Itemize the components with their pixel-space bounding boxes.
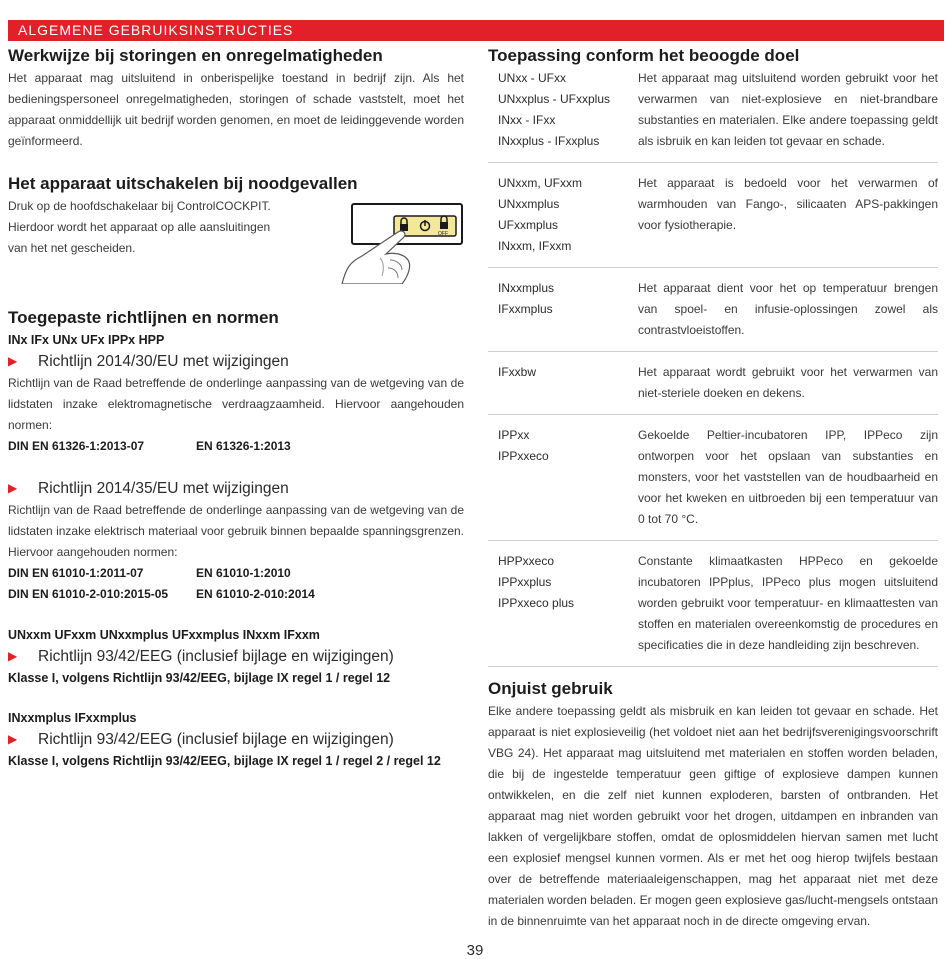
page-number: 39 <box>466 942 484 959</box>
emergency-section <box>8 172 464 296</box>
triangle-bullet-icon: ▶ <box>8 481 18 495</box>
directive-2014-35 <box>8 477 464 500</box>
main-switch-illustration <box>294 202 464 284</box>
purpose-description: Constante klimaatkasten HPPeco en gekoelde incubatoren IPPplus, IPPeco plus mogen uitsluitend worden gebruikt voor temperatuur- en klimaattesten van stoffen en materialen overeenkomstig de procedures en specificaties die in deze handleiding zijn beschreven. <box>638 554 938 652</box>
purpose-section <box>488 44 938 667</box>
directive-heading: Richtlijn 2014/30/EU met wijzigingen <box>38 353 289 370</box>
purpose-description: Het apparaat wordt gebruikt voor het verwarmen van niet-steriele doeken en dekens. <box>638 365 938 400</box>
model-list: INxxmplus IFxxmplus <box>498 281 555 316</box>
triangle-bullet-icon: ▶ <box>8 354 18 368</box>
directive-93-42 <box>8 728 464 751</box>
klasse-text: Klasse I, volgens Richtlijn 93/42/EEG, bijlage IX regel 1 / regel 2 / regel 12 <box>8 754 441 768</box>
norm-row: DIN EN 61010-2-010:2015-05 EN 61010-2-010:2014 <box>8 587 315 601</box>
switch-off-label: OFF <box>438 231 448 237</box>
purpose-row <box>488 68 938 163</box>
purpose-row <box>488 173 938 268</box>
model-list: UNxx - UFxx UNxxplus - UFxxplus INxx - IFxx INxxplus - IFxxplus <box>498 71 611 148</box>
emergency-title: Het apparaat uitschakelen bij noodgevallen <box>8 174 358 193</box>
model-list: IPPxx IPPxxeco <box>498 428 549 463</box>
right-column <box>488 44 938 932</box>
mdd-models: UNxxm UFxxm UNxxmplus UFxxmplus INxxm IFxxm <box>8 628 320 642</box>
triangle-bullet-icon: ▶ <box>8 649 18 663</box>
misuse-text: Elke andere toepassing geldt als misbruik en kan leiden tot gevaar en schade. Het apparaat is niet explosieveilig (het voldoet niet aan het bedrijfsverenigingsvoorschrift VBG 24). Het apparaat mag uitsluitend met materialen en stoffen worden beladen, die bij de ingestelde temperatuur geen giftige of explosieve dampen kunnen ontwikkelen, en die zelf niet kunnen exploderen, barsten of ontbranden. Het apparaat mag niet worden gebruikt voor het drogen, uitdampen en inbranden van lakken of vergelijkbare stoffen, omdat de oplosmiddelen hiervan samen met lucht een explosief mengsel kunnen vormen. Als er met het oog hierop twijfels bestaan over de betreffende materiaaleigenschappen, mag het apparaat niet met deze materialen worden beladen. Er mogen geen explosieve gas/lucht-mengsels ontstaan in de binnenruimte van het apparaat noch in de directe omgeving ervan. <box>488 704 938 928</box>
norm-row: DIN EN 61326-1:2013-07 EN 61326-1:2013 <box>8 439 291 453</box>
directive-heading: Richtlijn 2014/35/EU met wijzigingen <box>38 480 289 497</box>
norms-title: Toegepaste richtlijnen en normen <box>8 308 279 327</box>
purpose-description: Het apparaat is bedoeld voor het verwarmen of warmhouden van Fango-, silicaaten APS-pakkingen voor fysiotherapie. <box>638 176 938 232</box>
purpose-title: Toepassing conform het beoogde doel <box>488 46 800 65</box>
purpose-row <box>488 278 938 352</box>
misuse-title: Onjuist gebruik <box>488 679 613 698</box>
purpose-description: Het apparaat mag uitsluitend worden gebruikt voor het verwarmen van niet-explosieve en niet-brandbare substanties en materialen. Elke andere toepassing geldt als isbruik en kan leiden tot gevaar en schade. <box>638 71 938 148</box>
emergency-text: Druk op de hoofdschakelaar bij ControlCOCKPIT. Hierdoor wordt het apparaat op alle aansluitingen van het net gescheiden. <box>8 199 271 255</box>
faults-title: Werkwijze bij storingen en onregelmatigheden <box>8 46 383 65</box>
model-list: HPPxxeco IPPxxplus IPPxxeco plus <box>498 554 575 610</box>
directive-2014-30 <box>8 350 464 373</box>
directive-text: Richtlijn van de Raad betreffende de onderlinge aanpassing van de wetgeving van de lidstaten inzake elektromagnetische verdraagzaamheid. Hiervoor aangehouden normen: <box>8 376 464 432</box>
triangle-bullet-icon: ▶ <box>8 732 18 746</box>
model-list: UNxxm, UFxxm UNxxmplus UFxxmplus INxxm, IFxxm <box>498 176 582 253</box>
purpose-row <box>488 551 938 667</box>
purpose-description: Gekoelde Peltier-incubatoren IPP, IPPeco zijn ontworpen voor het opslaan van substanties en monsters, voor het vaststellen van de houdbaarheid en voor het kweken en uitbroeden bij een temperatuur van 0 tot 70 °C. <box>638 428 938 526</box>
faults-section <box>8 44 464 152</box>
misuse-section <box>488 677 938 932</box>
directive-text: Richtlijn van de Raad betreffende de onderlinge aanpassing van de wetgeving van de lidstaten inzake elektrisch materiaal voor gebruik binnen bepaalde spanningsgrenzen. Hiervoor aangehouden normen: <box>8 503 464 559</box>
norm-row: DIN EN 61010-1:2011-07 EN 61010-1:2010 <box>8 566 291 580</box>
directive-heading: Richtlijn 93/42/EEG (inclusief bijlage en wijzigingen) <box>38 731 394 748</box>
left-column <box>8 44 464 771</box>
directive-heading: Richtlijn 93/42/EEG (inclusief bijlage en wijzigingen) <box>38 648 394 665</box>
faults-text: Het apparaat mag uitsluitend in onberispelijke toestand in bedrijf zijn. Als het bedieningspersoneel onregelmatigheden, storingen of schade vaststelt, moet het apparaat onmiddellijk uit bedrijf worden genomen, en moet de leidinggevende worden geïnformeerd. <box>8 71 464 148</box>
purpose-description: Het apparaat dient voor het op temperatuur brengen van spoel- en infusie-oplossingen zowel als contrastvloeistoffen. <box>638 281 938 337</box>
purpose-row <box>488 362 938 415</box>
emergency-body <box>8 196 464 296</box>
norms-models: INx IFx UNx UFx IPPx HPP <box>8 333 165 347</box>
model-list: IFxxbw <box>498 365 537 379</box>
mdd-models: INxxmplus IFxxmplus <box>8 711 137 725</box>
directive-93-42 <box>8 645 464 668</box>
purpose-row <box>488 425 938 541</box>
klasse-text: Klasse I, volgens Richtlijn 93/42/EEG, bijlage IX regel 1 / regel 12 <box>8 671 391 685</box>
section-banner: ALGEMENE GEBRUIKSINSTRUCTIES <box>8 20 944 41</box>
norms-section <box>8 306 464 771</box>
